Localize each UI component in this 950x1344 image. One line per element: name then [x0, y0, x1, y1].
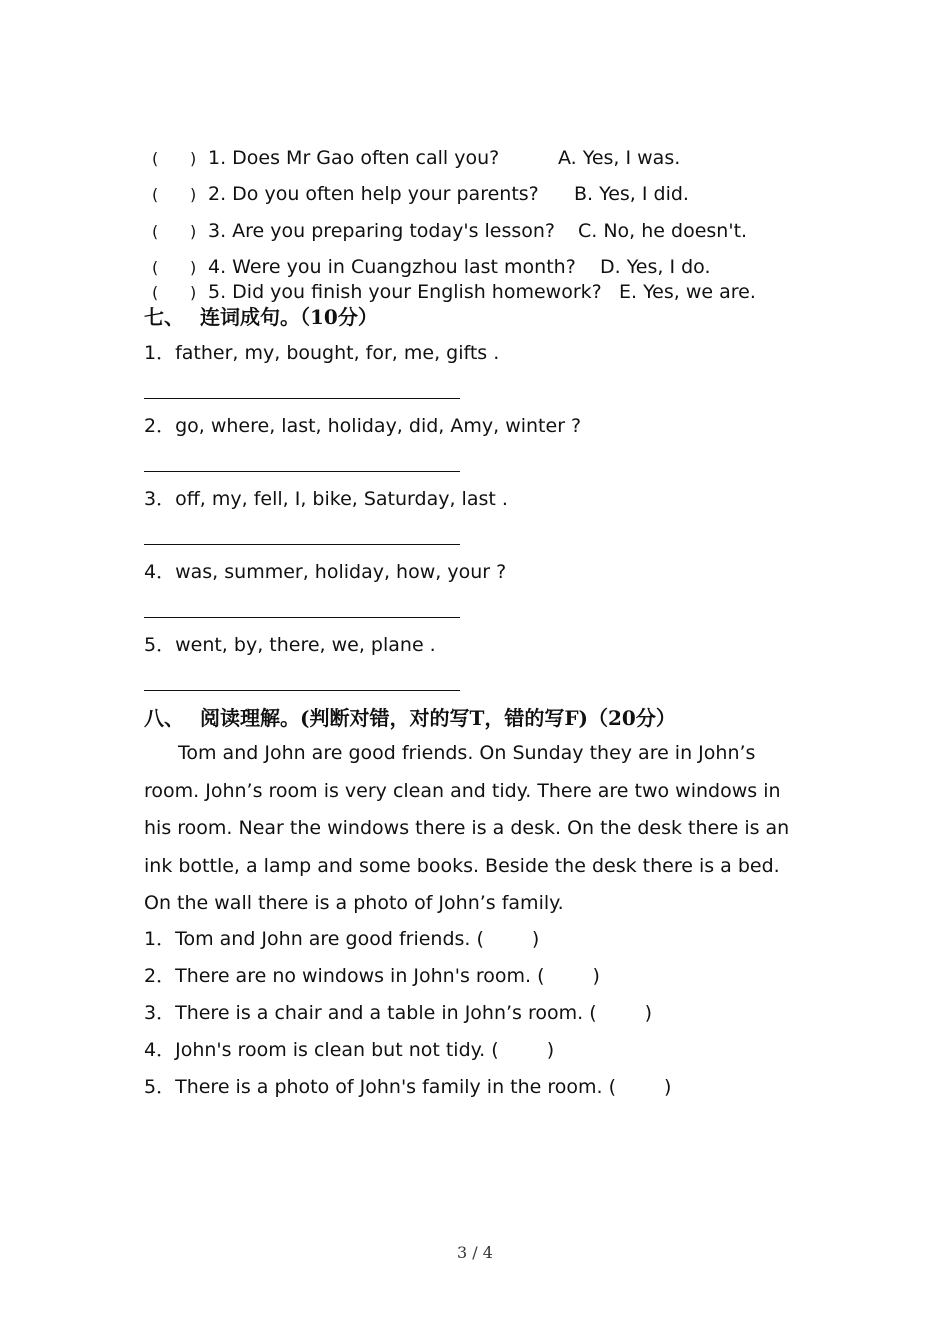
matching-question: 5. Did you finish your English homework?: [208, 281, 602, 303]
section-heading: [144, 705, 676, 731]
sentence-item: 3．off, my, fell, I, bike, Saturday, last .: [144, 488, 508, 510]
answer-paren-close: ): [190, 222, 197, 241]
matching-question: 4. Were you in Cuangzhou last month?: [208, 256, 576, 278]
question-paren-close: ): [644, 1002, 653, 1024]
answer-paren-close: ): [190, 185, 197, 204]
question-paren-close: ): [664, 1076, 672, 1098]
answer-paren-close: ): [190, 149, 197, 168]
answer-line[interactable]: [144, 544, 460, 545]
sentence-item: 5．went, by, there, we, plane .: [144, 634, 436, 656]
section-heading: [144, 304, 378, 330]
answer-paren-open: (: [152, 149, 159, 168]
matching-question: 3. Are you preparing today's lesson?: [208, 220, 556, 242]
question-paren-close: ): [531, 928, 540, 950]
question-text: 1．Tom and John are good friends. (: [144, 928, 484, 950]
question-paren-close: ): [546, 1039, 555, 1061]
question-text: 3．There is a chair and a table in John’s room. (: [144, 1002, 597, 1024]
sentence-item: 2．go, where, last, holiday, did, Amy, winter ?: [144, 415, 582, 437]
matching-question: 1. Does Mr Gao often call you?: [208, 147, 500, 169]
question-text: 5．There is a photo of John's family in the room. (: [144, 1076, 617, 1098]
reading-question: [144, 964, 600, 988]
section-title: 连词成句。（10分）: [200, 305, 378, 329]
answer-line[interactable]: [144, 617, 460, 618]
matching-row: [152, 219, 748, 244]
section-number: 七、: [144, 305, 184, 329]
matching-answer: B. Yes, I did.: [574, 183, 689, 205]
answer-paren-open: (: [152, 185, 159, 204]
reading-passage: Tom and John are good friends. On Sunday they are in John’s room. John’s room is very clean and tidy. There are two windows in his room. Near the windows there is a desk. On the desk there is an ink bottle, a lamp and some books. Beside the desk there is a bed. On the wall there is a photo of John’s family.: [144, 742, 790, 914]
sentence-item: 4．was, summer, holiday, how, your ?: [144, 561, 507, 583]
reading-question: [144, 1001, 652, 1025]
answer-paren-close: ): [190, 283, 197, 302]
matching-answer: A. Yes, I was.: [558, 147, 681, 169]
reading-question: [144, 1075, 671, 1099]
matching-answer: C. No, he doesn't.: [578, 220, 748, 242]
question-text: 2．There are no windows in John's room. (: [144, 965, 545, 987]
reading-question: [144, 1038, 554, 1062]
matching-question: 2. Do you often help your parents?: [208, 183, 539, 205]
sentence-item: 1．father, my, bought, for, me, gifts .: [144, 342, 500, 364]
matching-answer: D. Yes, I do.: [600, 256, 711, 278]
answer-paren-open: (: [152, 222, 159, 241]
answer-paren-open: (: [152, 258, 159, 277]
matching-row: [152, 255, 711, 280]
matching-row: [152, 146, 681, 171]
question-text: 4．John's room is clean but not tidy. (: [144, 1039, 499, 1061]
matching-answer: E. Yes, we are.: [619, 281, 756, 303]
question-paren-close: ): [592, 965, 600, 987]
answer-line[interactable]: [144, 690, 460, 691]
section-title: 阅读理解。(判断对错，对的写T，错的写F)（20分）: [200, 706, 676, 730]
matching-row: [152, 280, 756, 305]
page-number: 3 / 4: [457, 1243, 493, 1262]
answer-paren-open: (: [152, 283, 159, 302]
reading-question: [144, 927, 539, 951]
section-number: 八、: [144, 706, 184, 730]
answer-line[interactable]: [144, 398, 460, 399]
matching-row: [152, 182, 689, 207]
answer-line[interactable]: [144, 471, 460, 472]
answer-paren-close: ): [190, 258, 197, 277]
